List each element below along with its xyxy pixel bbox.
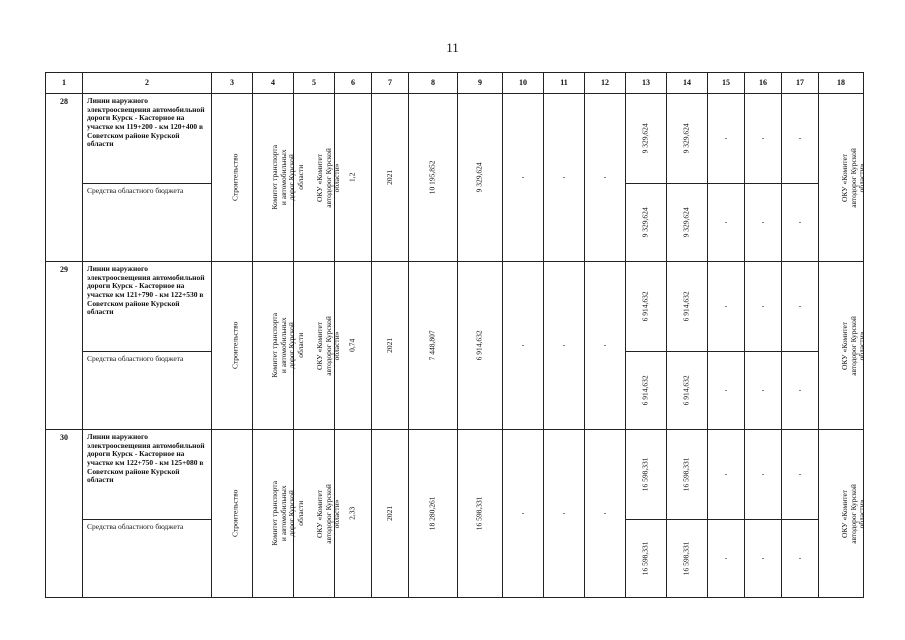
executor [819,262,867,430]
customer [253,94,305,262]
work-type [212,94,253,262]
column-header: 8 [409,73,458,94]
col15-value: - [708,184,745,262]
year-value-text: 2021 [384,506,394,521]
col15-value: - [708,352,745,430]
work-type [212,430,253,598]
executor-text: ОКУ «Комитет автодорог Курской области» [840,147,867,208]
table-row [46,430,864,520]
col14-value-text: 6 914,632 [681,291,691,322]
col14-value [667,94,708,184]
col14-value-text: 16 598,331 [681,457,691,492]
col9-value-text: 6 914,632 [474,330,484,361]
customer-text: Комитет транспорта и автомобильных дорог Курской области [269,145,305,210]
cost-value [409,430,458,598]
object-title: Линии наружного электроосвещения автомобильной дороги Курск - Касторное на участке км 119+200 - км 120+400 в Советском районе Курской области [83,94,212,184]
col14-value [667,184,708,262]
row-number: 28 [46,94,83,262]
col14-value [667,430,708,520]
col11-value: - [544,262,585,430]
col9-value-text: 16 598,331 [474,496,484,531]
col13-value [626,430,667,520]
work-type-text: Строительство [230,321,240,370]
contractor-text: ОКУ «Комитет автодорог Курской области» [315,483,342,544]
year-value [372,262,409,430]
col9-value-text: 9 329,624 [474,162,484,193]
cost-value-text: 7 448,807 [427,330,437,361]
col17-value: - [782,94,819,184]
contractor-text: ОКУ «Комитет автодорог Курской области» [315,315,342,376]
year-value [372,94,409,262]
funding-source: Средства областного бюджета [83,520,212,598]
funding-source: Средства областного бюджета [83,352,212,430]
work-type-text: Строительство [230,489,240,538]
col16-value: - [745,94,782,184]
column-header: 3 [212,73,253,94]
col15-value: - [708,520,745,598]
header-row [46,73,864,94]
column-header: 13 [626,73,667,94]
length-value-text: 1,2 [347,172,357,183]
year-value-text: 2021 [384,338,394,353]
column-header: 17 [782,73,819,94]
col13-value [626,94,667,184]
cost-value [409,262,458,430]
col13-value-text: 6 914,632 [640,291,650,322]
year-value-text: 2021 [384,170,394,185]
col16-value: - [745,352,782,430]
col16-value: - [745,430,782,520]
col17-value: - [782,184,819,262]
executor-text: ОКУ «Комитет автодорог Курской области» [840,483,867,544]
column-header: 4 [253,73,294,94]
col12-value: - [585,430,626,598]
table-row [46,262,864,352]
col13-value-text: 9 329,624 [640,123,650,154]
col11-value: - [544,430,585,598]
col16-value: - [745,184,782,262]
cost-value-text: 18 280,261 [427,496,437,531]
length-value-text: 0,74 [347,338,357,353]
col14-value [667,520,708,598]
executor [819,430,867,598]
column-header: 15 [708,73,745,94]
col10-value: - [503,262,544,430]
row-number: 30 [46,430,83,598]
col13-value-text: 6 914,632 [640,375,650,406]
col15-value: - [708,94,745,184]
length-value-text: 2,33 [347,506,357,521]
column-header: 12 [585,73,626,94]
col14-value [667,352,708,430]
row-number: 29 [46,262,83,430]
col9-value [458,94,503,262]
col15-value: - [708,430,745,520]
col17-value: - [782,430,819,520]
col13-value [626,184,667,262]
col14-value-text: 6 914,632 [681,375,691,406]
work-type-text: Строительство [230,153,240,202]
col10-value: - [503,94,544,262]
col14-value-text: 16 598,331 [681,541,691,576]
column-header: 6 [335,73,372,94]
col10-value: - [503,430,544,598]
col11-value: - [544,94,585,262]
column-header: 7 [372,73,409,94]
year-value [372,430,409,598]
column-header: 9 [458,73,503,94]
col9-value [458,430,503,598]
col17-value: - [782,352,819,430]
column-header: 16 [745,73,782,94]
col13-value-text: 16 598,331 [640,541,650,576]
col13-value [626,352,667,430]
customer [253,430,305,598]
column-header: 2 [83,73,212,94]
col13-value-text: 9 329,624 [640,207,650,238]
column-header: 18 [819,73,864,94]
col17-value: - [782,262,819,352]
col14-value-text: 9 329,624 [681,123,691,154]
customer-text: Комитет транспорта и автомобильных дорог Курской области [269,313,305,378]
cost-value [409,94,458,262]
object-title: Линии наружного электроосвещения автомобильной дороги Курск - Касторное на участке км 122+750 - км 125+080 в Советском районе Курской области [83,430,212,520]
executor [819,94,867,262]
col12-value: - [585,262,626,430]
col15-value: - [708,262,745,352]
funding-source: Средства областного бюджета [83,184,212,262]
col14-value [667,262,708,352]
col9-value [458,262,503,430]
cost-value-text: 10 195,852 [427,160,437,195]
customer [253,262,305,430]
customer-text: Комитет транспорта и автомобильных дорог Курской области [269,481,305,546]
col16-value: - [745,520,782,598]
col13-value [626,520,667,598]
column-header: 1 [46,73,83,94]
col14-value-text: 9 329,624 [681,207,691,238]
col16-value: - [745,262,782,352]
contractor-text: ОКУ «Комитет автодорог Курской области» [315,147,342,208]
col17-value: - [782,520,819,598]
column-header: 10 [503,73,544,94]
column-header: 5 [294,73,335,94]
table-row [46,94,864,184]
col13-value [626,262,667,352]
col12-value: - [585,94,626,262]
column-header: 14 [667,73,708,94]
work-type [212,262,253,430]
object-title: Линии наружного электроосвещения автомобильной дороги Курск - Касторное на участке км 121+790 - км 122+530 в Советском районе Курской области [83,262,212,352]
col13-value-text: 16 598,331 [640,457,650,492]
page-number: 11 [446,40,459,55]
executor-text: ОКУ «Комитет автодорог Курской области» [840,315,867,376]
column-header: 11 [544,73,585,94]
projects-table [45,72,867,598]
